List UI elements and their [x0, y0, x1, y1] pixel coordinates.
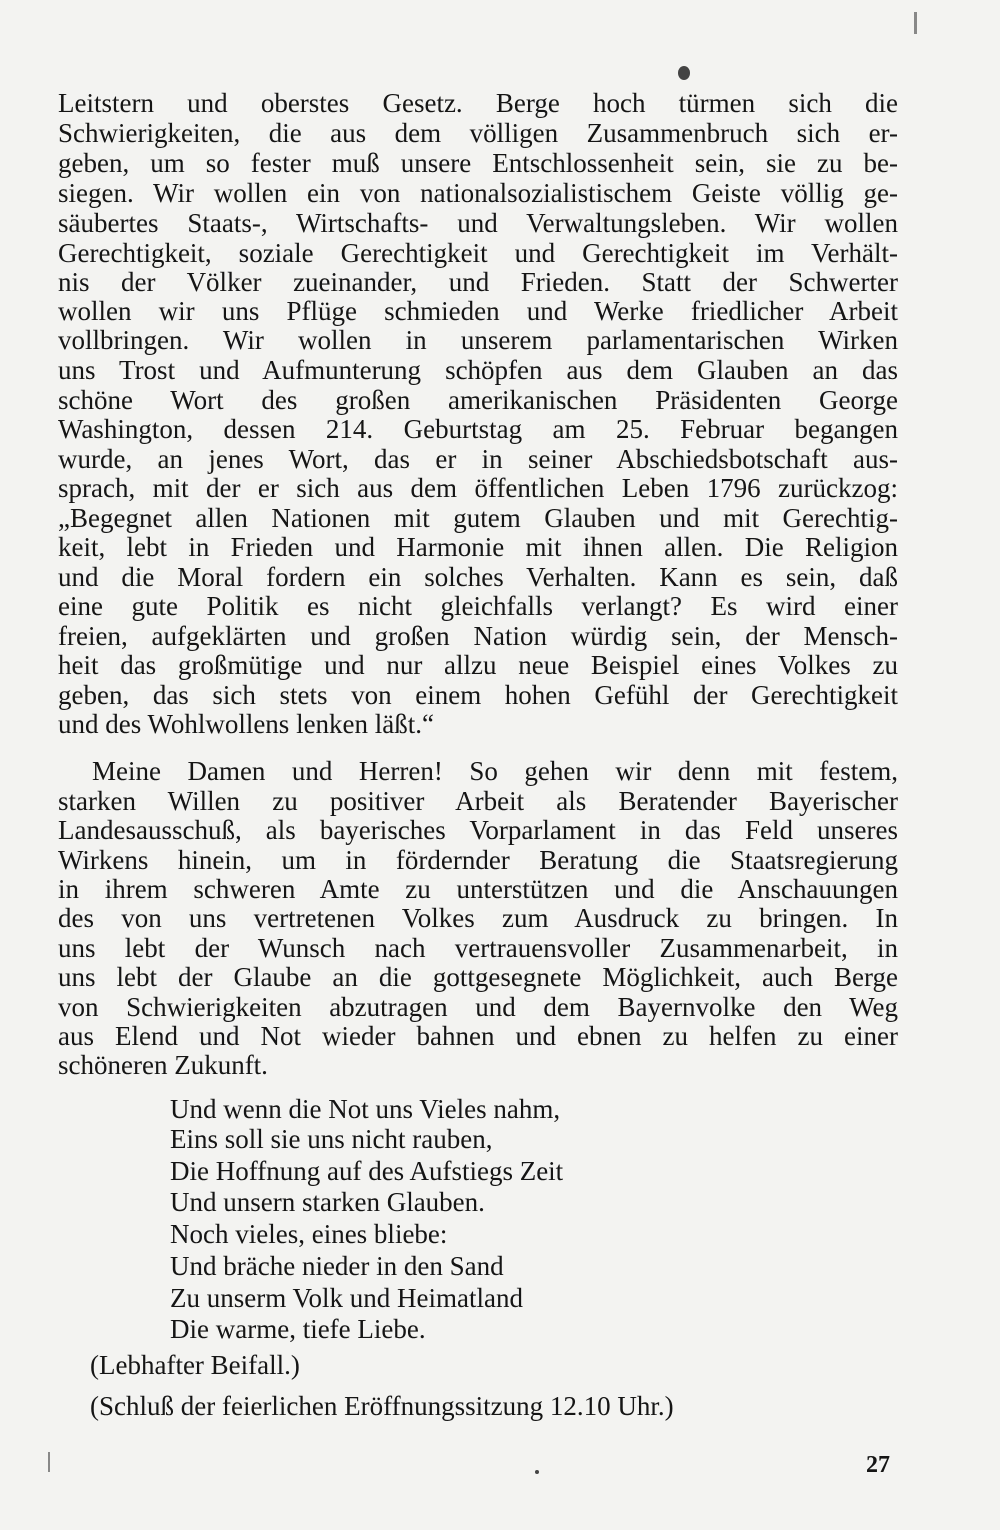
paragraph-1-line: wurde, an jenes Wort, das er in seiner Abschiedsbotschaft aus- — [58, 444, 898, 474]
paragraph-2-line: von Schwierigkeiten abzutragen und dem Bayernvolke den Weg — [58, 992, 898, 1022]
verse-line: Eins soll sie uns nicht rauben, — [170, 1124, 493, 1154]
applause-note: (Lebhafter Beifall.) — [90, 1350, 300, 1380]
page-number: 27 — [866, 1452, 890, 1478]
paragraph-1-line: uns Trost und Aufmunterung schöpfen aus dem Glauben an das — [58, 355, 898, 385]
closing-note: (Schluß der feierlichen Eröffnungssitzung 12.10 Uhr.) — [90, 1391, 674, 1421]
paragraph-1-line: nis der Völker zueinander, und Frieden. Statt der Schwerter — [58, 267, 898, 297]
paragraph-2-line: uns lebt der Wunsch nach vertrauensvoller Zusammenarbeit, in — [58, 933, 898, 963]
paragraph-2-line: schöneren Zukunft. — [58, 1050, 268, 1080]
paragraph-1-line: schöne Wort des großen amerikanischen Präsidenten George — [58, 385, 898, 415]
paragraph-1-line: vollbringen. Wir wollen in unserem parlamentarischen Wirken — [58, 325, 898, 355]
verse-line: Noch vieles, eines bliebe: — [170, 1219, 448, 1249]
paragraph-1-line: freien, aufgeklärten und großen Nation würdig sein, der Mensch- — [58, 621, 898, 651]
paragraph-1-line: heit das großmütige und nur allzu neue Beispiel eines Volkes zu — [58, 650, 898, 680]
paragraph-2-line: starken Willen zu positiver Arbeit als Beratender Bayerischer — [58, 786, 898, 816]
paragraph-2-line: in ihrem schweren Amte zu unterstützen und die Anschauungen — [58, 874, 898, 904]
paragraph-1-line: säubertes Staats-, Wirtschafts- und Verwaltungsleben. Wir wollen — [58, 208, 898, 238]
verse-line: Und bräche nieder in den Sand — [170, 1251, 504, 1281]
paragraph-1-line: eine gute Politik es nicht gleichfalls verlangt? Es wird einer — [58, 591, 898, 621]
verse-line: Die Hoffnung auf des Aufstiegs Zeit — [170, 1156, 564, 1186]
verse-line: Und wenn die Not uns Vieles nahm, — [170, 1094, 561, 1124]
paragraph-2-line: aus Elend und Not wieder bahnen und ebnen zu helfen zu einer — [58, 1021, 898, 1051]
paragraph-1-line: und des Wohlwollens lenken läßt.“ — [58, 709, 435, 739]
paragraph-1-line: und die Moral fordern ein solches Verhalten. Kann es sein, daß — [58, 562, 898, 592]
paragraph-2-line: des von uns vertretenen Volkes zum Ausdruck zu bringen. In — [58, 903, 898, 933]
paragraph-1-line: „Begegnet allen Nationen mit gutem Glauben und mit Gerechtig- — [58, 503, 898, 533]
paragraph-1-line: Washington, dessen 214. Geburtstag am 25. Februar begangen — [58, 414, 898, 444]
paragraph-1-line: wollen wir uns Pflüge schmieden und Werke friedlicher Arbeit — [58, 296, 898, 326]
paragraph-1-line: geben, um so fester muß unsere Entschlossenheit sein, sie zu be- — [58, 148, 898, 178]
scan-scratch — [914, 12, 917, 34]
paragraph-1-line: Gerechtigkeit, soziale Gerechtigkeit und Gerechtigkeit im Verhält- — [58, 238, 898, 268]
paragraph-1-line: geben, das sich stets von einem hohen Gefühl der Gerechtigkeit — [58, 680, 898, 710]
verse-line: Und unsern starken Glauben. — [170, 1187, 485, 1217]
paragraph-2-line: uns lebt der Glaube an die gottgesegnete Möglichkeit, auch Berge — [58, 962, 898, 992]
paragraph-1-line: sprach, mit der er sich aus dem öffentlichen Leben 1796 zurückzog: — [58, 473, 898, 503]
ink-speck — [678, 66, 690, 80]
scan-scratch — [48, 1452, 50, 1472]
paragraph-1-line: Leitstern und oberstes Gesetz. Berge hoch türmen sich die — [58, 88, 898, 118]
paragraph-1-line: siegen. Wir wollen ein von nationalsozialistischem Geiste völlig ge- — [58, 178, 898, 208]
paragraph-2-line: Landesausschuß, als bayerisches Vorparlament in das Feld unseres — [58, 815, 898, 845]
dust-speck — [535, 1470, 539, 1474]
paragraph-2-line: Meine Damen und Herren! So gehen wir denn mit festem, — [92, 756, 898, 786]
paragraph-1-line: Schwierigkeiten, die aus dem völligen Zusammenbruch sich er- — [58, 118, 898, 148]
paragraph-2-line: Wirkens hinein, um in fördernder Beratung die Staatsregierung — [58, 845, 898, 875]
verse-line: Zu unserm Volk und Heimatland — [170, 1283, 523, 1313]
verse-line: Die warme, tiefe Liebe. — [170, 1314, 426, 1344]
paragraph-1-line: keit, lebt in Frieden und Harmonie mit ihnen allen. Die Religion — [58, 532, 898, 562]
